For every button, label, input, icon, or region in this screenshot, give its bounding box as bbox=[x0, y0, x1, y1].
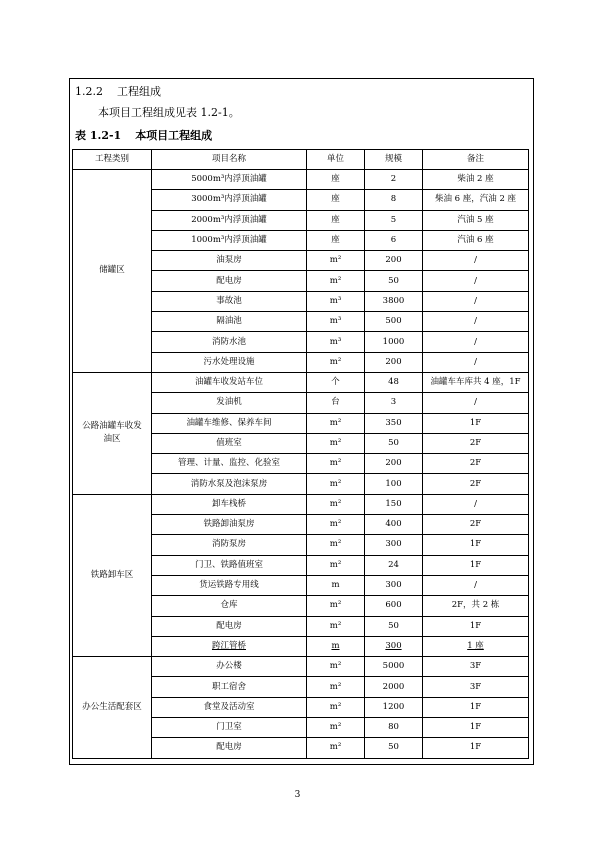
scale-cell: 50 bbox=[365, 271, 423, 291]
unit-cell: m³ bbox=[307, 332, 365, 352]
item-name-cell: 管理、计量、监控、化验室 bbox=[152, 454, 307, 474]
note-cell: 1F bbox=[423, 697, 529, 717]
table-row bbox=[73, 170, 529, 190]
scale-cell: 200 bbox=[365, 454, 423, 474]
item-name-cell: 油泵房 bbox=[152, 251, 307, 271]
unit-cell: m² bbox=[307, 433, 365, 453]
table-caption-title: 本项目工程组成 bbox=[135, 129, 213, 142]
unit-cell: m² bbox=[307, 251, 365, 271]
item-name-cell: 门卫室 bbox=[152, 718, 307, 738]
unit-cell: m² bbox=[307, 677, 365, 697]
item-name-cell: 职工宿舍 bbox=[152, 677, 307, 697]
note-cell: 油罐车车库共 4 座，1F bbox=[423, 372, 529, 392]
item-name-cell: 5000m³内浮顶油罐 bbox=[152, 170, 307, 190]
scale-cell: 1000 bbox=[365, 332, 423, 352]
scale-cell: 1200 bbox=[365, 697, 423, 717]
header-scale: 规模 bbox=[365, 150, 423, 170]
note-cell: 3F bbox=[423, 657, 529, 677]
table-body bbox=[73, 170, 529, 759]
table-row bbox=[73, 494, 529, 514]
note-cell: 1F bbox=[423, 535, 529, 555]
scale-cell: 5000 bbox=[365, 657, 423, 677]
scale-cell: 3 bbox=[365, 393, 423, 413]
item-name-cell: 卸车栈桥 bbox=[152, 494, 307, 514]
header-unit: 单位 bbox=[307, 150, 365, 170]
unit-cell: m bbox=[307, 636, 365, 656]
unit-cell: m² bbox=[307, 474, 365, 494]
note-cell: / bbox=[423, 352, 529, 372]
note-cell: 2F bbox=[423, 433, 529, 453]
unit-cell: 座 bbox=[307, 210, 365, 230]
note-cell: 1F bbox=[423, 555, 529, 575]
unit-cell: m² bbox=[307, 494, 365, 514]
unit-cell: m² bbox=[307, 555, 365, 575]
header-item-name: 项目名称 bbox=[152, 150, 307, 170]
scale-cell: 48 bbox=[365, 372, 423, 392]
scale-cell: 400 bbox=[365, 515, 423, 535]
scale-cell: 500 bbox=[365, 312, 423, 332]
table-caption bbox=[75, 127, 212, 143]
unit-cell: m³ bbox=[307, 312, 365, 332]
unit-cell: m² bbox=[307, 697, 365, 717]
note-cell: 1F bbox=[423, 738, 529, 758]
table-caption-number: 表 1.2-1 bbox=[75, 129, 122, 142]
scale-cell: 100 bbox=[365, 474, 423, 494]
unit-cell: m² bbox=[307, 596, 365, 616]
scale-cell: 300 bbox=[365, 535, 423, 555]
item-name-cell: 跨江管桥 bbox=[152, 636, 307, 656]
note-cell: 1F bbox=[423, 718, 529, 738]
item-name-cell: 货运铁路专用线 bbox=[152, 575, 307, 595]
scale-cell: 3800 bbox=[365, 291, 423, 311]
unit-cell: m² bbox=[307, 454, 365, 474]
table-row bbox=[73, 372, 529, 392]
unit-cell: m² bbox=[307, 616, 365, 636]
item-name-cell: 发油机 bbox=[152, 393, 307, 413]
item-name-cell: 隔油池 bbox=[152, 312, 307, 332]
unit-cell: 个 bbox=[307, 372, 365, 392]
item-name-cell: 事故池 bbox=[152, 291, 307, 311]
note-cell: / bbox=[423, 271, 529, 291]
section-heading bbox=[75, 83, 161, 99]
item-name-cell: 铁路卸油泵房 bbox=[152, 515, 307, 535]
note-cell: / bbox=[423, 312, 529, 332]
page-frame-bottom-rule bbox=[69, 764, 534, 765]
note-cell: 2F，共 2 栋 bbox=[423, 596, 529, 616]
page-number: 3 bbox=[294, 790, 301, 800]
item-name-cell: 配电房 bbox=[152, 271, 307, 291]
scale-cell: 350 bbox=[365, 413, 423, 433]
scale-cell: 600 bbox=[365, 596, 423, 616]
intro-paragraph: 本项目工程组成见表 1.2-1。 bbox=[98, 106, 240, 119]
note-cell: 1F bbox=[423, 413, 529, 433]
note-cell: 1 座 bbox=[423, 636, 529, 656]
unit-cell: m² bbox=[307, 413, 365, 433]
unit-cell: m³ bbox=[307, 291, 365, 311]
unit-cell: m² bbox=[307, 515, 365, 535]
item-name-cell: 配电房 bbox=[152, 738, 307, 758]
scale-cell: 2000 bbox=[365, 677, 423, 697]
scale-cell: 5 bbox=[365, 210, 423, 230]
scale-cell: 200 bbox=[365, 352, 423, 372]
table-header-row bbox=[73, 150, 529, 170]
note-cell: 柴油 2 座 bbox=[423, 170, 529, 190]
header-category: 工程类别 bbox=[73, 150, 152, 170]
note-cell: / bbox=[423, 393, 529, 413]
engineering-composition-table bbox=[72, 149, 529, 759]
item-name-cell: 2000m³内浮顶油罐 bbox=[152, 210, 307, 230]
item-name-cell: 门卫、铁路值班室 bbox=[152, 555, 307, 575]
category-cell: 铁路卸车区 bbox=[73, 494, 152, 656]
header-note: 备注 bbox=[423, 150, 529, 170]
item-name-cell: 配电房 bbox=[152, 616, 307, 636]
unit-cell: 台 bbox=[307, 393, 365, 413]
note-cell: 汽油 6 座 bbox=[423, 230, 529, 250]
note-cell: 2F bbox=[423, 474, 529, 494]
scale-cell: 300 bbox=[365, 636, 423, 656]
scale-cell: 300 bbox=[365, 575, 423, 595]
item-name-cell: 值班室 bbox=[152, 433, 307, 453]
scale-cell: 50 bbox=[365, 433, 423, 453]
unit-cell: m² bbox=[307, 271, 365, 291]
item-name-cell: 消防水泵及泡沫泵房 bbox=[152, 474, 307, 494]
scale-cell: 200 bbox=[365, 251, 423, 271]
scale-cell: 80 bbox=[365, 718, 423, 738]
unit-cell: m² bbox=[307, 535, 365, 555]
note-cell: 汽油 5 座 bbox=[423, 210, 529, 230]
item-name-cell: 消防泵房 bbox=[152, 535, 307, 555]
item-name-cell: 食堂及活动室 bbox=[152, 697, 307, 717]
note-cell: 柴油 6 座，汽油 2 座 bbox=[423, 190, 529, 210]
item-name-cell: 消防水池 bbox=[152, 332, 307, 352]
item-name-cell: 1000m³内浮顶油罐 bbox=[152, 230, 307, 250]
note-cell: / bbox=[423, 332, 529, 352]
note-cell: / bbox=[423, 251, 529, 271]
scale-cell: 24 bbox=[365, 555, 423, 575]
unit-cell: m² bbox=[307, 738, 365, 758]
note-cell: / bbox=[423, 494, 529, 514]
unit-cell: 座 bbox=[307, 190, 365, 210]
unit-cell: m² bbox=[307, 718, 365, 738]
note-cell: / bbox=[423, 291, 529, 311]
note-cell: 3F bbox=[423, 677, 529, 697]
scale-cell: 6 bbox=[365, 230, 423, 250]
item-name-cell: 污水处理设施 bbox=[152, 352, 307, 372]
category-cell: 办公生活配套区 bbox=[73, 657, 152, 758]
item-name-cell: 仓库 bbox=[152, 596, 307, 616]
section-title: 工程组成 bbox=[117, 85, 161, 98]
scale-cell: 8 bbox=[365, 190, 423, 210]
scale-cell: 50 bbox=[365, 616, 423, 636]
note-cell: 2F bbox=[423, 454, 529, 474]
section-number: 1.2.2 bbox=[75, 85, 103, 98]
scale-cell: 2 bbox=[365, 170, 423, 190]
note-cell: / bbox=[423, 575, 529, 595]
scale-cell: 50 bbox=[365, 738, 423, 758]
table-row bbox=[73, 657, 529, 677]
unit-cell: 座 bbox=[307, 170, 365, 190]
unit-cell: m² bbox=[307, 657, 365, 677]
unit-cell: m² bbox=[307, 352, 365, 372]
item-name-cell: 办公楼 bbox=[152, 657, 307, 677]
unit-cell: m bbox=[307, 575, 365, 595]
scale-cell: 150 bbox=[365, 494, 423, 514]
item-name-cell: 油罐车维修、保养车间 bbox=[152, 413, 307, 433]
note-cell: 2F bbox=[423, 515, 529, 535]
note-cell: 1F bbox=[423, 616, 529, 636]
category-cell: 储罐区 bbox=[73, 170, 152, 373]
category-cell: 公路油罐车收发油区 bbox=[73, 372, 152, 494]
item-name-cell: 油罐车收发站车位 bbox=[152, 372, 307, 392]
unit-cell: 座 bbox=[307, 230, 365, 250]
item-name-cell: 3000m³内浮顶油罐 bbox=[152, 190, 307, 210]
